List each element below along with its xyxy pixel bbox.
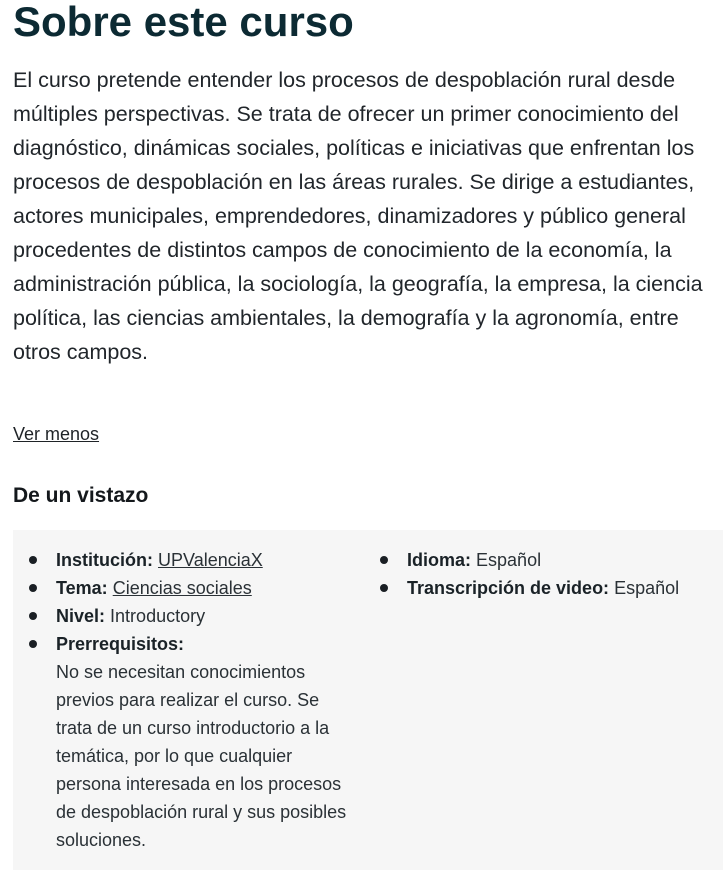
prerequisites-item [27,630,357,854]
institution-item [27,546,357,574]
level-item [27,602,357,630]
subject-item [27,574,357,602]
subject-label: Tema: [56,578,108,598]
transcript-value: Español [614,578,680,598]
language-value: Español [476,550,542,570]
page-title: Sobre este curso [13,0,354,45]
institution-label: Institución: [56,550,153,570]
at-a-glance-heading: De un vistazo [13,484,149,507]
glance-right-column [378,546,718,602]
transcript-label: Transcripción de video: [407,578,610,598]
level-label: Nivel: [56,606,106,626]
glance-left-column [27,546,357,854]
prerequisites-value: No se necesitan conocimientos previos para realizar el curso. Se trata de un curso introductorio a la temática, por lo que cualquier persona interesada en los procesos de despoblación rural y sus posibles soluciones. [56,662,347,850]
show-less-link[interactable]: Ver menos [13,424,100,444]
course-description: El curso pretende entender los procesos de despoblación rural desde múltiples perspectivas. Se trata de ofrecer un primer conocimiento del diagnóstico, dinámicas sociales, políticas e iniciativas que enfrentan los procesos de despoblación en las áreas rurales. Se dirige a estudiantes, actores municipales, emprendedores, dinamizadores y público general procedentes de distintos campos de conocimiento de la economía, la administración pública, la sociología, la geografía, la empresa, la ciencia política, las ciencias ambientales, la demografía y la agronomía, entre otros campos. [13,68,703,364]
subject-link[interactable]: Ciencias sociales [112,578,252,598]
institution-link[interactable]: UPValenciaX [158,550,263,570]
prerequisites-label: Prerrequisitos: [56,634,185,654]
level-value: Introductory [110,606,206,626]
transcript-item [378,574,718,602]
language-label: Idioma: [407,550,472,570]
at-a-glance-panel [13,530,723,870]
language-item [378,546,718,574]
